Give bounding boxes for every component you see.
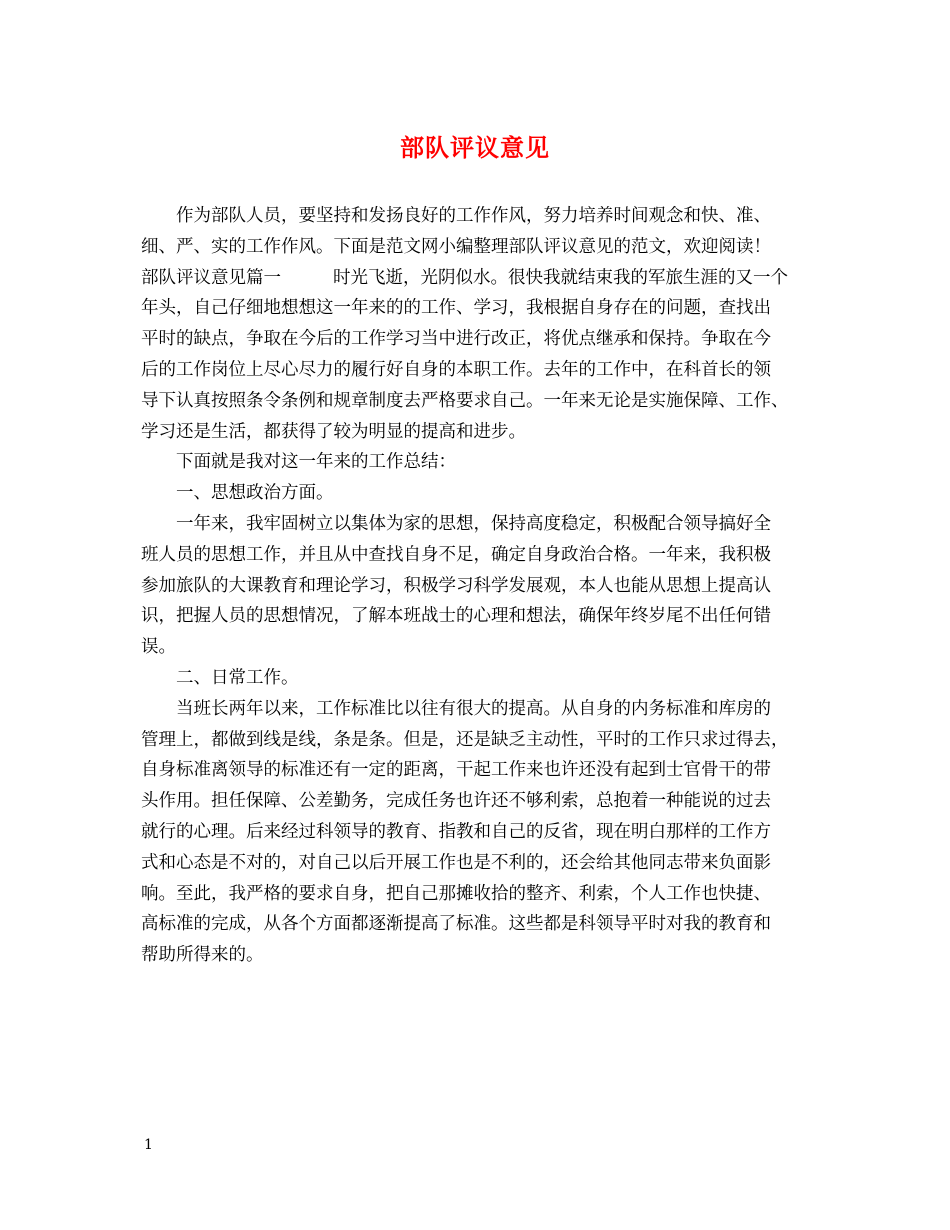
paragraph-line: 平时的缺点，争取在今后的工作学习当中进行改正，将优点继承和保持。争取在今 <box>141 329 771 350</box>
paragraph-line: 当班长两年以来，工作标准比以往有很大的提高。从自身的内务标准和库房的 <box>176 698 771 719</box>
document-body <box>141 201 821 971</box>
section-first-text: 时光飞逝，光阴似水。很快我就结束我的军旅生涯的又一个 <box>333 267 788 288</box>
paragraph-line: 学习还是生活，都获得了较为明显的提高和进步。 <box>141 421 526 442</box>
paragraph-line: 后的工作岗位上尽心尽力的履行好自身的本职工作。去年的工作中，在科首长的领 <box>141 359 771 380</box>
paragraph-line: 年头，自己仔细地想想这一年来的的工作、学习，我根据自身存在的问题，查找出 <box>141 298 771 319</box>
section-first-line <box>141 263 821 294</box>
paragraph-line: 自身标准离领导的标准还有一定的距离，干起工作来也许还没有起到士官骨干的带 <box>141 760 771 781</box>
section-heading: 一、思想政治方面。 <box>176 483 334 504</box>
intro-line: 作为部队人员，要坚持和发扬良好的工作作风，努力培养时间观念和快、准、 <box>176 206 771 226</box>
paragraph-line: 一年来，我牢固树立以集体为家的思想，保持高度稳定，积极配合领导搞好全 <box>176 513 771 534</box>
paragraph-line: 参加旅队的大课教育和理论学习，积极学习科学发展观，本人也能从思想上提高认 <box>141 575 771 596</box>
paragraph-line: 高标准的完成，从各个方面都逐渐提高了标准。这些都是科领导平时对我的教育和 <box>141 914 771 935</box>
paragraph-line: 识，把握人员的思想情况，了解本班战士的心理和想法，确保年终岁尾不出任何错 <box>141 606 771 627</box>
section-heading: 二、日常工作。 <box>176 667 299 688</box>
paragraph-line: 班人员的思想工作，并且从中查找自身不足，确定自身政治合格。一年来，我积极 <box>141 544 771 565</box>
paragraph-line: 误。 <box>141 637 176 658</box>
page-number: 1 <box>144 1137 153 1153</box>
paragraph-line: 管理上，都做到线是线，条是条。但是，还是缺乏主动性，平时的工作只求过得去， <box>141 729 789 750</box>
paragraph-line: 导下认真按照条令条例和规章制度去严格要求自己。一年来无论是实施保障、工作、 <box>141 390 789 411</box>
paragraph-line: 式和心态是不对的，对自己以后开展工作也是不利的，还会给其他同志带来负面影 <box>141 852 771 873</box>
paragraph-line: 头作用。担任保障、公差勤务，完成任务也许还不够利索，总抱着一种能说的过去 <box>141 791 771 812</box>
section-label: 部队评议意见篇一 <box>141 267 281 288</box>
paragraph-line: 就行的心理。后来经过科领导的教育、指教和自己的反省，现在明白那样的工作方 <box>141 821 771 842</box>
document-title: 部队评议意见 <box>400 133 550 162</box>
summary-intro: 下面就是我对这一年来的工作总结： <box>176 452 456 473</box>
paragraph-line: 响。至此，我严格的要求自身，把自己那摊收拾的整齐、利索，个人工作也快捷、 <box>141 883 771 904</box>
intro-line: 细、严、实的工作作风。下面是范文网小编整理部队评议意见的范文，欢迎阅读！ <box>141 236 771 257</box>
paragraph-line: 帮助所得来的。 <box>141 945 264 966</box>
